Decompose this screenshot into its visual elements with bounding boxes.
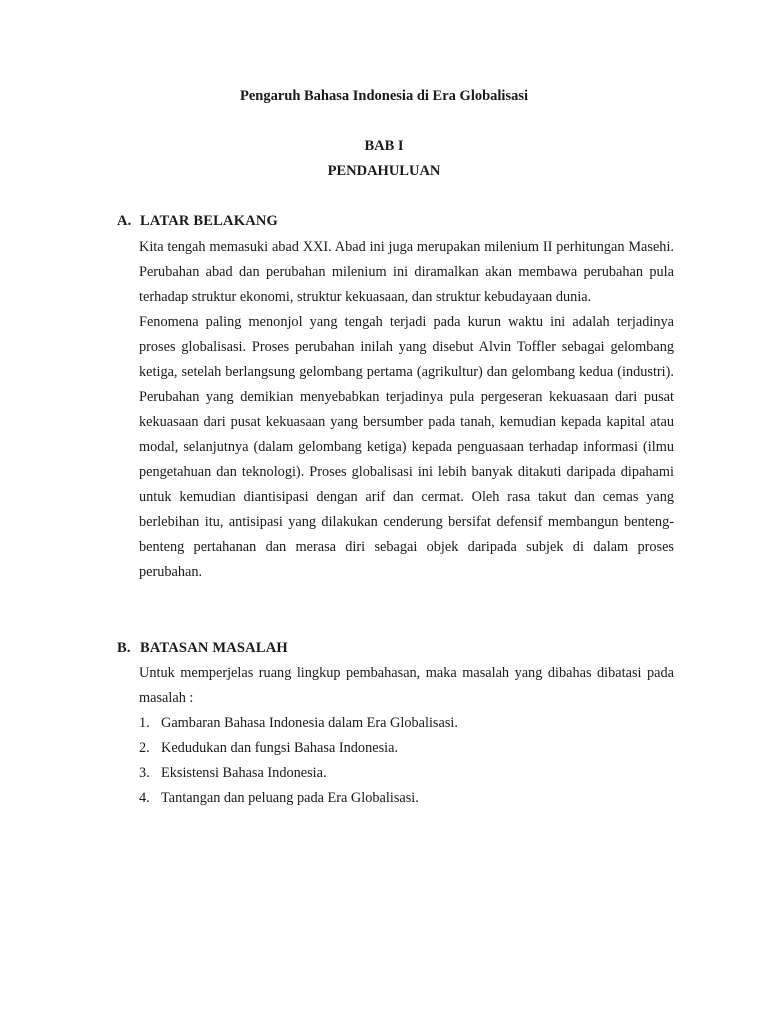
list-item-number: 2.: [139, 740, 150, 756]
chapter-number: BAB I: [364, 138, 404, 154]
section-body: [139, 235, 674, 585]
list-item-text: Kedudukan dan fungsi Bahasa Indonesia.: [161, 740, 399, 756]
section-letter: B.: [117, 640, 131, 656]
list-item: [139, 736, 674, 761]
paragraph: Fenomena paling menonjol yang tengah terjadi pada kurun waktu ini adalah terjadinya proses globalisasi. Proses perubahan inilah yang disebut Alvin Toffler sebagai gelombang ketiga, setelah berlangsung gelombang pertama (agrikultur) dan gelombang kedua (industri). Perubahan yang demikian menyebabkan terjadinya pula pergeseran kekuasaan dari pusat kekuasaan dari pusat kekuasaan yang bersumber pada tanah, kemudian kepada kapital atau modal, selanjutnya (dalam gelombang ketiga) kepada penguasaan terhadap informasi (ilmu pengetahuan dan teknologi). Proses globalisasi ini lebih banyak ditakuti daripada dipahami untuk kemudian diantisipasi dengan arif dan cermat. Oleh rasa takut dan cemas yang berlebihan itu, antisipasi yang dilakukan cenderung bersifat defensif membangun benteng-benteng pertahanan dan merasa diri sebagai objek daripada subjek di dalam proses perubahan.: [139, 314, 674, 580]
document-title: Pengaruh Bahasa Indonesia di Era Globalisasi: [239, 88, 529, 104]
list-item-text: Gambaran Bahasa Indonesia dalam Era Globalisasi.: [161, 715, 458, 731]
list-item-text: Eksistensi Bahasa Indonesia.: [161, 765, 327, 781]
list-item: [139, 786, 674, 811]
paragraph: Kita tengah memasuki abad XXI. Abad ini juga merupakan milenium II perhitungan Masehi. Perubahan abad dan perubahan milenium ini diramalkan akan membawa perubahan pula terhadap struktur ekonomi, struktur kekuasaan, dan struktur kebudayaan dunia.: [139, 239, 674, 305]
section-heading: [117, 210, 677, 232]
chapter-title: PENDAHULUAN: [327, 163, 441, 179]
list-item: [139, 711, 674, 736]
section-latar-belakang: [117, 210, 677, 585]
section-body: [139, 661, 674, 811]
section-batasan-masalah: [117, 637, 677, 811]
section-heading-text: BATASAN MASALAH: [140, 640, 288, 656]
list-item-number: 1.: [139, 715, 150, 731]
list-item-number: 3.: [139, 765, 150, 781]
list-item: [139, 761, 674, 786]
list-item-text: Tantangan dan peluang pada Era Globalisasi.: [161, 790, 419, 806]
paragraph: Untuk memperjelas ruang lingkup pembahasan, maka masalah yang dibahas dibatasi pada masalah :: [139, 665, 674, 706]
section-heading: [117, 637, 677, 659]
section-heading-text: LATAR BELAKANG: [140, 213, 279, 229]
numbered-list: [139, 711, 674, 811]
list-item-number: 4.: [139, 790, 150, 806]
section-letter: A.: [117, 213, 132, 229]
